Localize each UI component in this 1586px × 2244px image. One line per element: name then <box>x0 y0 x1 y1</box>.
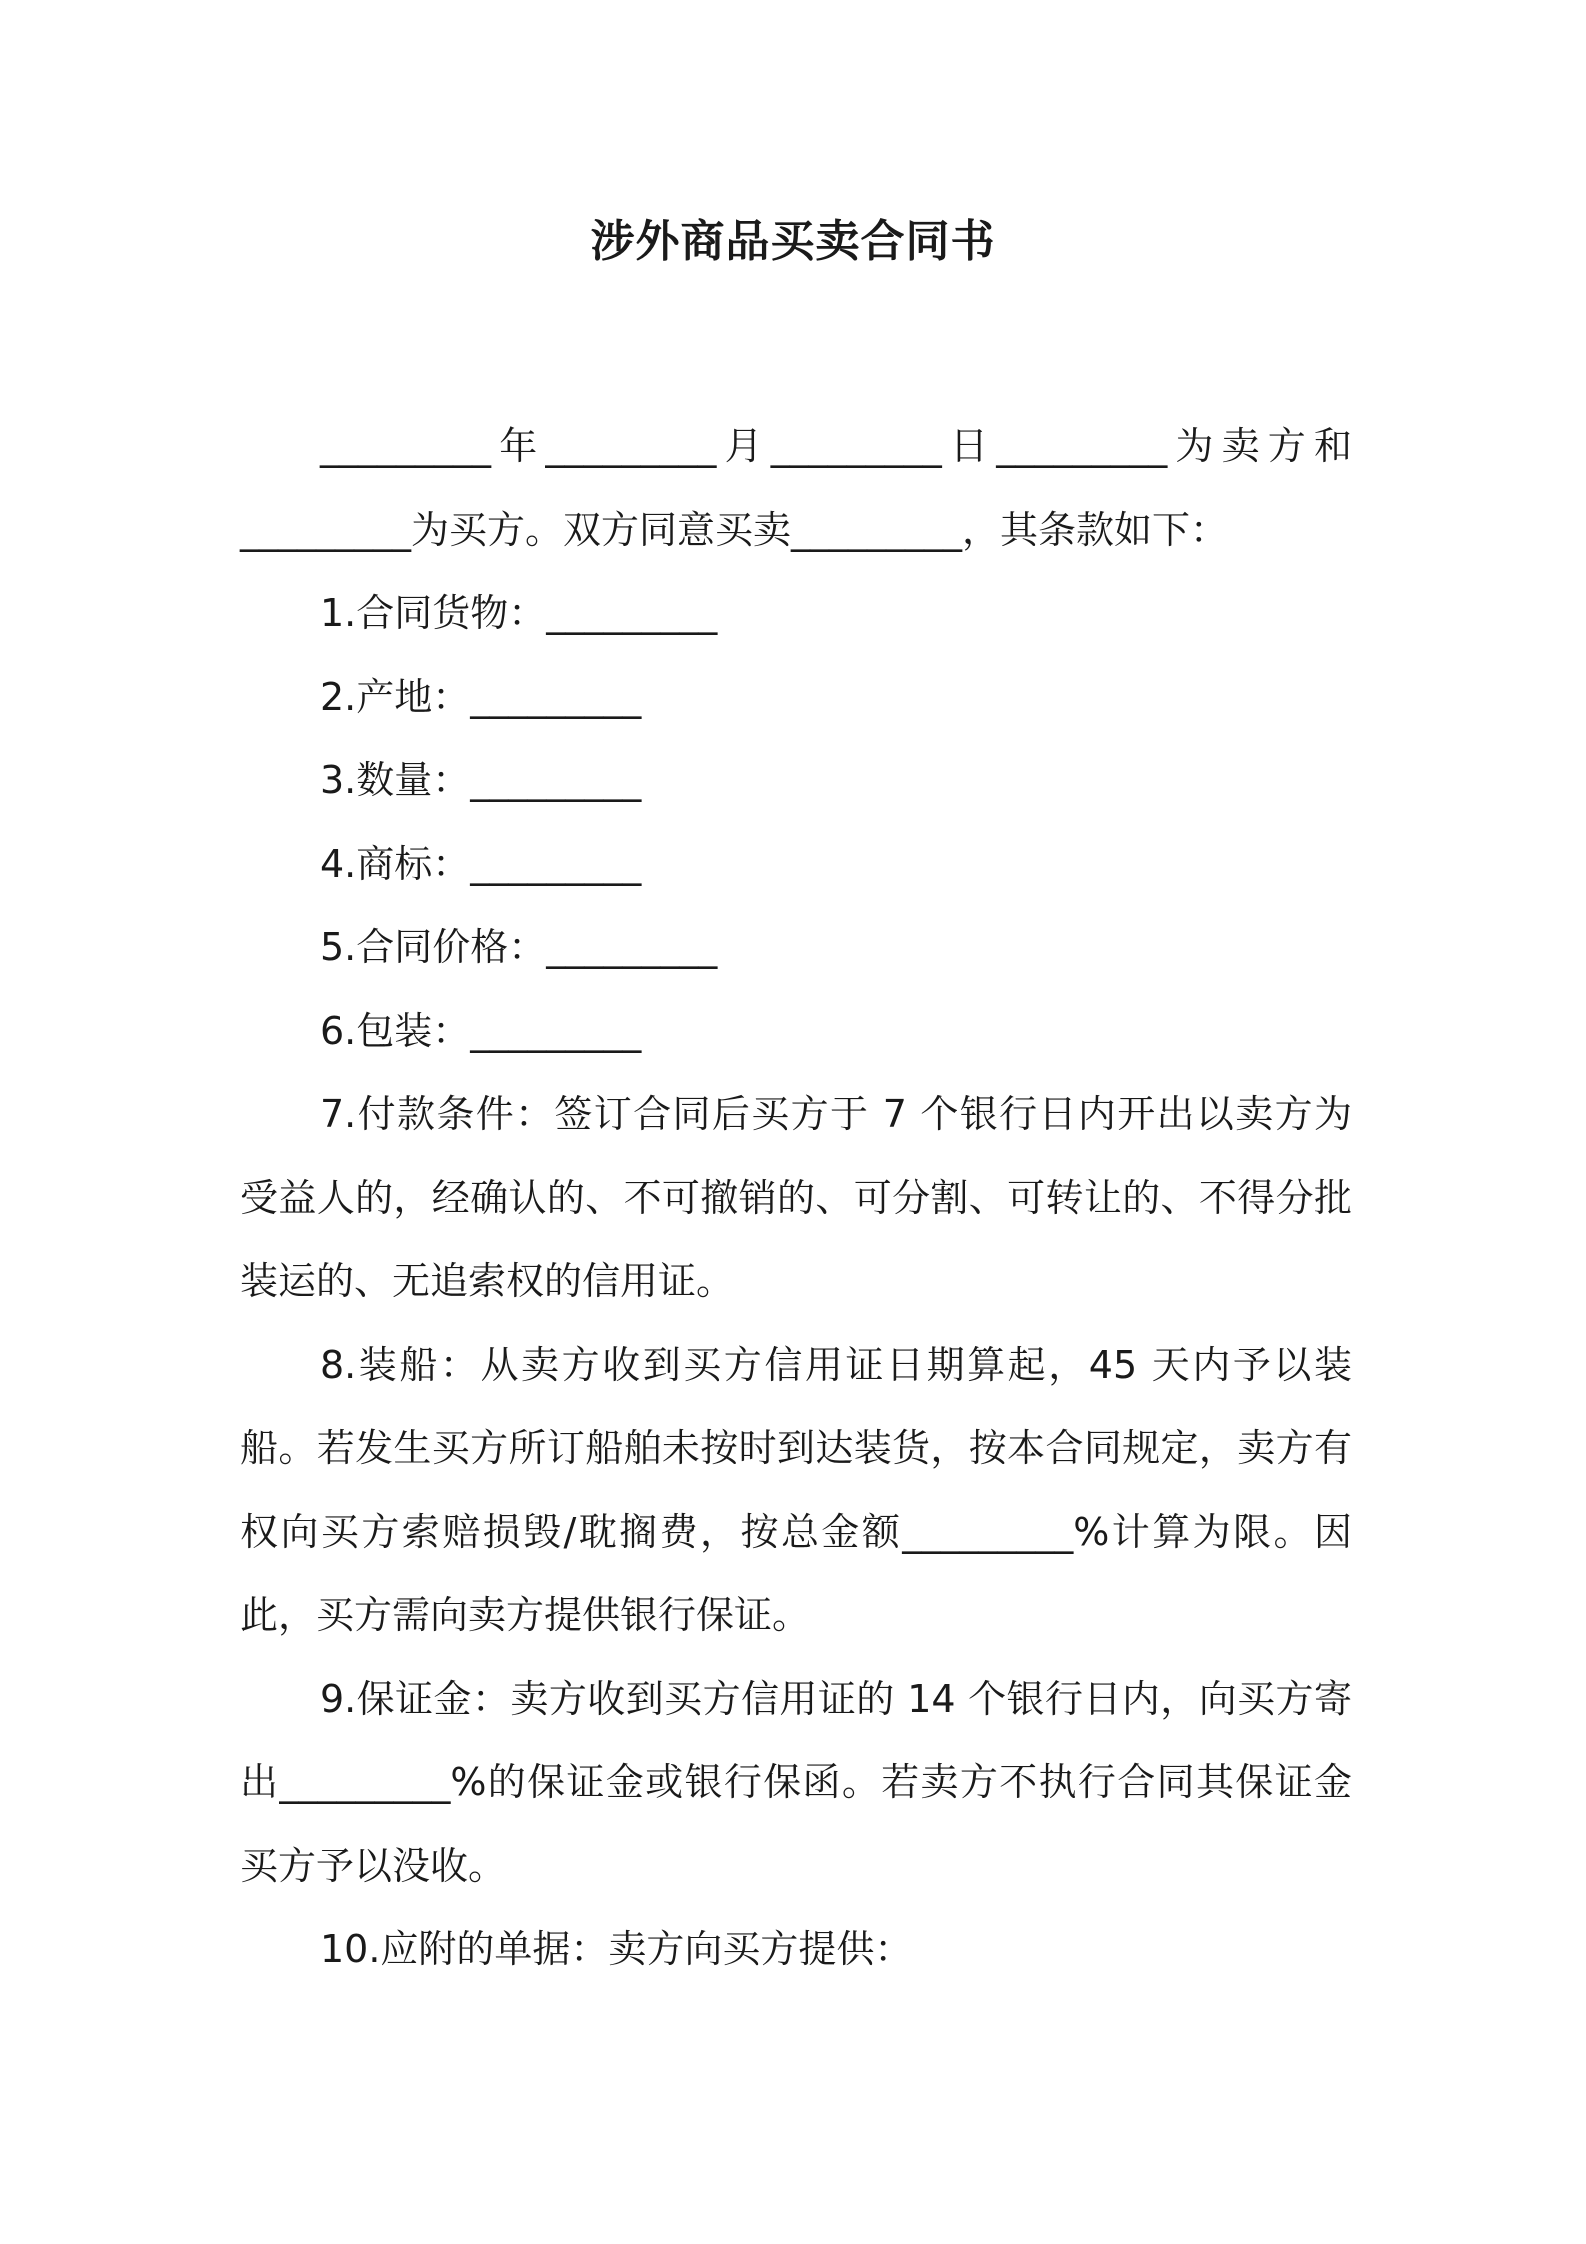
clause-origin: 2.产地：_________ <box>320 674 642 719</box>
clause-payment: 7.付款条件：签订合同后买方于 7 个银行日内开出以卖方为受益人的，经确认的、不可撤销的、可分割、可转让的、不得分批装运的、无追索权的信用证。 <box>240 1092 1352 1303</box>
clause-deposit: 9.保证金：卖方收到买方信用证的 14 个银行日内，向买方寄出_________%的保证金或银行保函。若卖方不执行合同其保证金买方予以没收。 <box>240 1676 1352 1888</box>
clause-trademark: 4.商标：_________ <box>320 841 642 886</box>
clause-price: 5.合同价格：_________ <box>320 925 718 969</box>
clause-quantity: 3.数量：_________ <box>320 758 642 802</box>
clause-packing: 6.包装：_________ <box>320 1008 642 1053</box>
contract-preamble: _________年_________月_________日_________为卖方和_________为买方。双方同意买卖_________，其条款如下： <box>240 424 1352 552</box>
document-title: 涉外商品买卖合同书 <box>590 216 996 267</box>
clause-goods: 1.合同货物：_________ <box>320 591 718 635</box>
document-body <box>240 405 1352 1992</box>
clause-documents: 10.应附的单据：卖方向买方提供： <box>320 1927 913 1971</box>
clause-shipment: 8.装船：从卖方收到买方信用证日期算起，45 天内予以装船。若发生买方所订船舶未按时到达装货，按本合同规定，卖方有权向买方索赔损毁/耽搁费，按总金额_________%计算为限。因此，买方需向卖方提供银行保证。 <box>240 1342 1352 1637</box>
